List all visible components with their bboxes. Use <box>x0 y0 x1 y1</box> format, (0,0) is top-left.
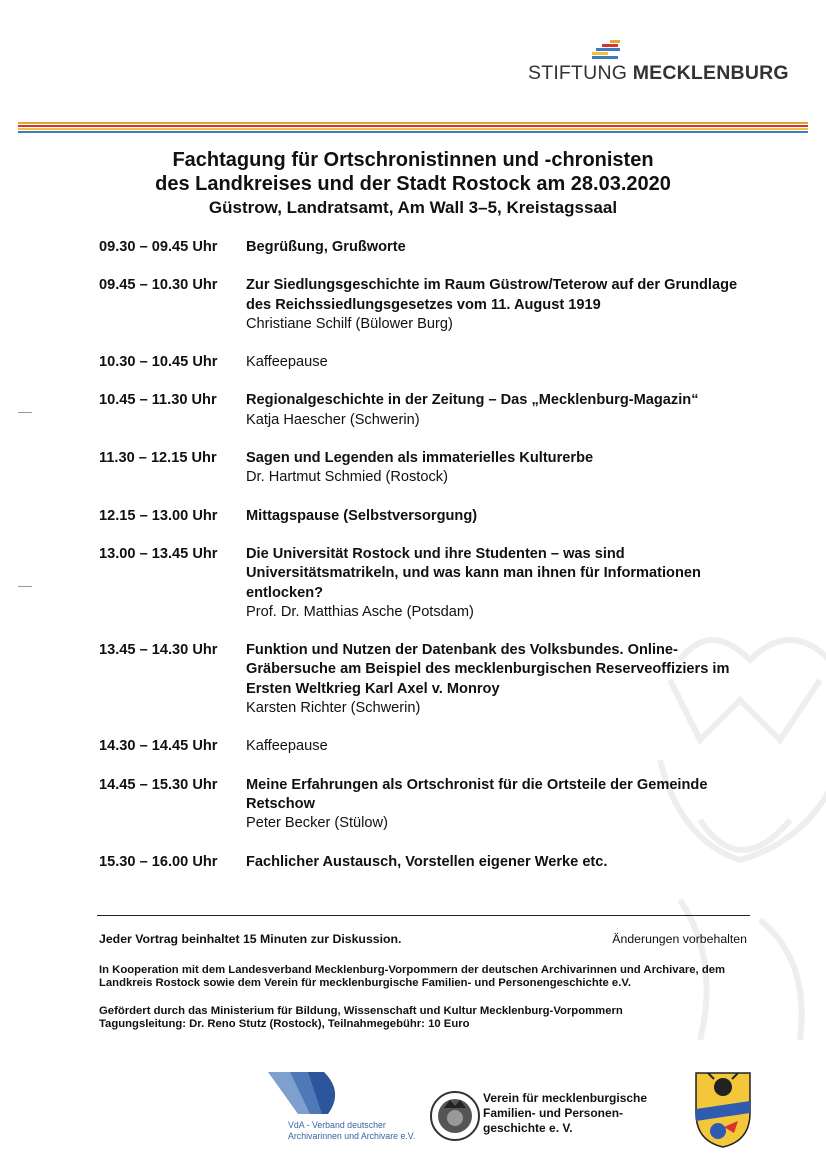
program-content <box>246 507 759 526</box>
program-content <box>246 238 759 257</box>
discussion-text: Jeder Vortrag beinhaltet 15 Minuten zur Diskussion. <box>99 932 402 946</box>
program-content <box>246 776 759 834</box>
program-title: Sagen und Legenden als immaterielles Kulturerbe <box>246 450 594 467</box>
program-list <box>99 238 759 891</box>
stiftung-logo-mark-icon <box>590 40 626 64</box>
program-row <box>99 276 759 334</box>
program-row <box>99 238 759 257</box>
header-stripes <box>18 122 808 133</box>
program-title: Die Universität Rostock und ihre Studenten – was sind Universitätsmatrikeln, und was kann man ihnen für Informationen entlocken? <box>246 545 701 601</box>
divider <box>97 915 750 916</box>
program-time: 11.30 – 12.15 Uhr <box>99 450 217 467</box>
program-row <box>99 353 759 372</box>
margin-marker <box>18 586 32 587</box>
program-speaker: Christiane Schilf (Bülower Burg) <box>246 315 453 332</box>
landkreis-crest-icon <box>694 1071 752 1149</box>
program-row <box>99 776 759 834</box>
program-content <box>246 641 759 718</box>
program-title: Meine Erfahrungen als Ortschronist für die Ortsteile der Gemeinde Retschow <box>246 776 708 812</box>
program-speaker: Katja Haescher (Schwerin) <box>246 411 420 428</box>
program-time: 14.45 – 15.30 Uhr <box>99 776 218 793</box>
program-row <box>99 391 759 430</box>
changes-text: Änderungen vorbehalten <box>612 932 747 946</box>
program-time: 13.45 – 14.30 Uhr <box>99 642 218 659</box>
program-row <box>99 737 759 756</box>
vda-logo-text <box>288 1120 415 1141</box>
program-time: 12.15 – 13.00 Uhr <box>99 507 218 524</box>
cooperation-text: In Kooperation mit dem Landesverband Mecklenburg-Vorpommern der deutschen Archivarinnen und Archivare, dem Landkreis Rostock sowie dem Verein für mecklenburgische Familien- und Personengeschichte e.V. <box>99 963 726 990</box>
program-content <box>246 449 759 488</box>
program-speaker: Dr. Hartmut Schmied (Rostock) <box>246 469 448 486</box>
program-speaker: Peter Becker (Stülow) <box>246 815 388 832</box>
event-title <box>0 148 826 219</box>
funding-text: Gefördert durch das Ministerium für Bildung, Wissenschaft und Kultur Mecklenburg-Vorpommern <box>99 1004 623 1017</box>
program-title: Zur Siedlungsgeschichte im Raum Güstrow/Teterow auf der Grundlage des Reichssiedlungsgesetzes vom 11. August 1919 <box>246 277 738 313</box>
stripe-2 <box>18 125 808 127</box>
verein-logo-text <box>483 1091 647 1136</box>
program-content <box>246 391 759 430</box>
program-time: 14.30 – 14.45 Uhr <box>99 738 218 755</box>
program-time: 13.00 – 13.45 Uhr <box>99 545 218 562</box>
stripe-1 <box>18 122 808 124</box>
verein-line-1: Verein für mecklenburgische <box>483 1091 648 1105</box>
notes-section <box>99 933 747 1032</box>
program-time: 09.45 – 10.30 Uhr <box>99 277 218 294</box>
vda-line-1: VdA - Verband deutscher <box>288 1120 386 1130</box>
stripe-4 <box>18 131 808 133</box>
verein-line-2: Familien- und Personen- <box>483 1106 624 1120</box>
program-row <box>99 507 759 526</box>
program-title: Regionalgeschichte in der Zeitung – Das „Mecklenburg-Magazin“ <box>246 392 699 409</box>
title-line-1: Fachtagung für Ortschronistinnen und -chronisten <box>172 149 654 171</box>
program-row <box>99 545 759 622</box>
program-time: 10.30 – 10.45 Uhr <box>99 354 218 371</box>
stripe-3 <box>18 128 808 130</box>
stiftung-logo-text: STIFTUNG MECKLENBURG <box>528 62 789 84</box>
program-row <box>99 853 759 872</box>
program-time: 09.30 – 09.45 Uhr <box>99 239 218 255</box>
program-title: Fachlicher Austausch, Vorstellen eigener Werke etc. <box>246 853 608 870</box>
program-time: 10.45 – 11.30 Uhr <box>99 392 217 409</box>
program-speaker: Prof. Dr. Matthias Asche (Potsdam) <box>246 603 474 620</box>
program-title: Mittagspause (Selbstversorgung) <box>246 507 478 524</box>
stiftung-logo <box>528 40 789 90</box>
program-title: Begrüßung, Grußworte <box>246 239 406 255</box>
title-location: Güstrow, Landratsamt, Am Wall 3–5, Kreistagssaal <box>208 198 618 217</box>
program-title: Funktion und Nutzen der Datenbank des Volksbundes. Online-Gräbersuche am Beispiel des mecklenburgischen Reserveoffiziers im Ersten Weltkrieg Karl Axel v. Monroy <box>246 642 730 697</box>
discussion-note <box>99 933 747 947</box>
management-text: Tagungsleitung: Dr. Reno Stutz (Rostock), Teilnahmegebühr: 10 Euro <box>99 1018 470 1031</box>
margin-marker <box>18 412 32 413</box>
program-title: Kaffeepause <box>246 354 328 371</box>
program-title: Kaffeepause <box>246 738 328 755</box>
program-content <box>246 276 759 334</box>
program-content <box>246 353 759 372</box>
verein-line-3: geschichte e. V. <box>483 1121 573 1135</box>
program-content <box>246 853 759 872</box>
title-line-2: des Landkreises und der Stadt Rostock am 28.03.2020 <box>155 173 671 195</box>
program-time: 15.30 – 16.00 Uhr <box>99 853 218 870</box>
program-content <box>246 737 759 756</box>
program-speaker: Karsten Richter (Schwerin) <box>246 700 421 717</box>
program-row <box>99 449 759 488</box>
program-content <box>246 545 759 622</box>
vda-line-2: Archivarinnen und Archivare e.V. <box>288 1130 416 1141</box>
program-row <box>99 641 759 718</box>
